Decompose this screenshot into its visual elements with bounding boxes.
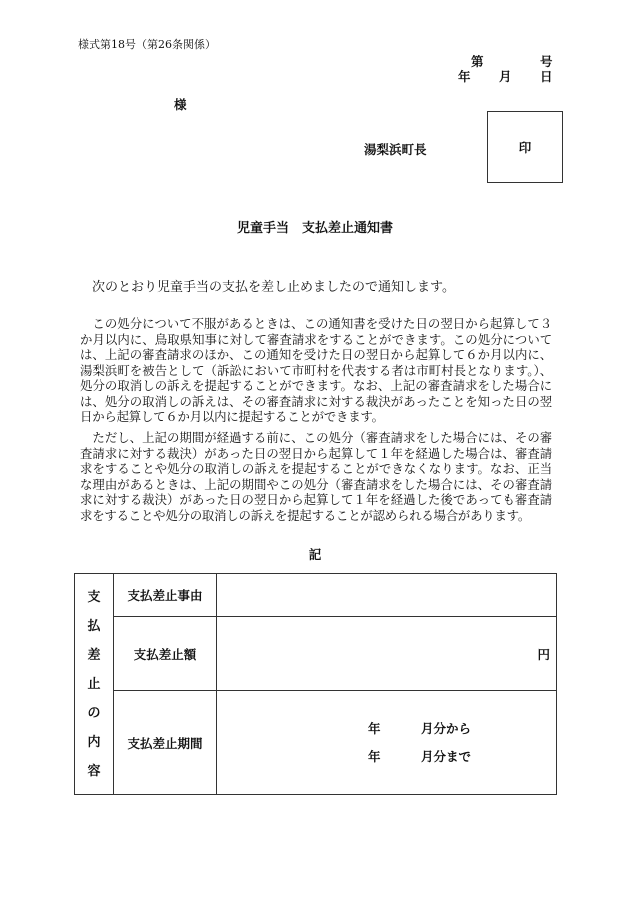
appeal-paragraph-1: この処分について不服があるときは、この通知書を受けた日の翌日から起算して３か月以内に、鳥取県知事に対して審査請求をすることができます。この処分については、上記の審査請求のほか、この通知を受けた日の翌日から起算して６か月以内に、湯梨浜町を被告として（訴訟において市町村を代表する者は市町村長となります。）、処分の取消しの訴えを提起することができます。なお、上記の審査請求をした場合には、処分の取消しの訴えは、その審査請求に対する裁決があったことを知った日の翌日から起算して６か月以内に提起することができます。	[80, 316, 552, 424]
side-char: の	[87, 705, 101, 721]
side-char: 支	[87, 589, 101, 605]
date-year: 年	[458, 69, 471, 84]
ki-heading: 記	[308, 547, 322, 562]
doc-number-suffix: 号	[540, 54, 553, 69]
side-char: 内	[87, 734, 101, 750]
seal-label: 印	[518, 140, 532, 155]
period-value[interactable]	[217, 691, 557, 795]
reason-value[interactable]	[217, 574, 557, 617]
suspension-details-table	[74, 573, 557, 795]
document-title: 児童手当 支払差止通知書	[236, 221, 393, 236]
amount-label: 支払差止額	[114, 617, 217, 691]
period-from-year: 年	[368, 721, 381, 736]
form-number: 様式第18号（第26条関係）	[78, 38, 216, 51]
side-char: 止	[87, 676, 101, 692]
period-to-year: 年	[368, 749, 381, 764]
side-char: 払	[87, 618, 101, 634]
seal-box	[487, 111, 563, 183]
issuer-name: 湯梨浜町長	[364, 142, 427, 157]
appeal-paragraph-2: ただし、上記の期間が経過する前に、この処分（審査請求をした場合には、その審査請求に対する裁決）があった日の翌日から起算して１年を経過した場合は、審査請求をすることや処分の取消しの訴えを提起することができなくなります。なお、正当な理由があるときは、上記の期間やこの処分（審査請求をした場合には、その審査請求に対する裁決）があった日の翌日から起算して１年を経過した後であっても審査請求をすることや処分の取消しの訴えを提起することが認められる場合があります。	[80, 430, 552, 523]
doc-number-prefix: 第	[471, 54, 484, 69]
side-label	[75, 574, 114, 795]
reason-label: 支払差止事由	[114, 574, 217, 617]
intro-text: 次のとおり児童手当の支払を差し止めましたので通知します。	[92, 280, 455, 295]
period-from-month: 月分から	[421, 721, 472, 736]
side-char: 差	[87, 647, 101, 663]
date-month: 月	[499, 69, 512, 84]
period-label: 支払差止期間	[114, 691, 217, 795]
addressee-honorific: 様	[174, 97, 187, 112]
amount-unit: 円	[537, 646, 550, 662]
date-day: 日	[540, 69, 553, 84]
amount-value[interactable]	[217, 617, 557, 691]
period-to-month: 月分まで	[421, 749, 472, 764]
side-char: 容	[87, 763, 101, 779]
